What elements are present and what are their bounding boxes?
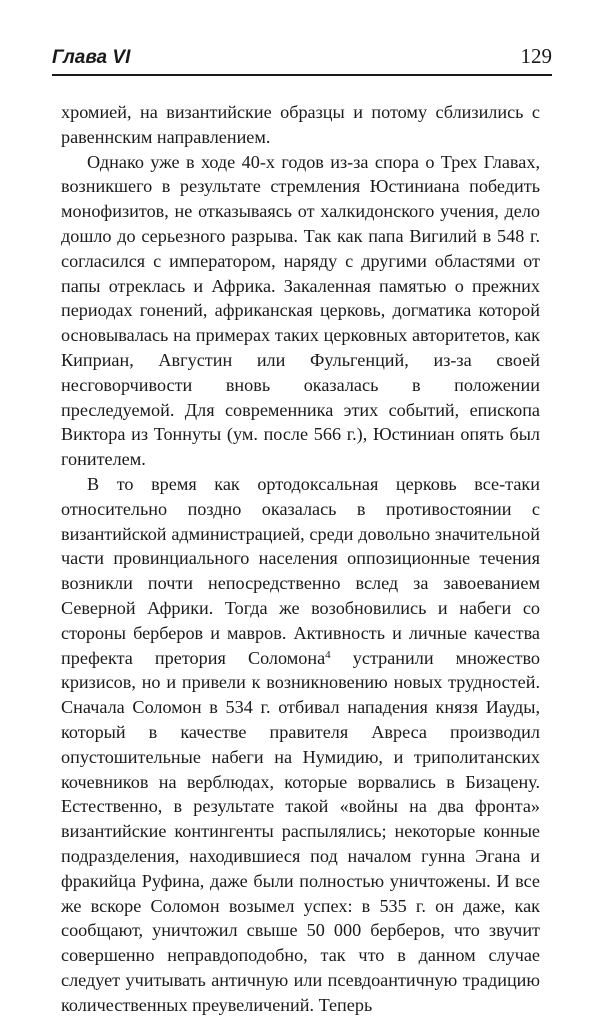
paragraph-continued: хромией, на византийские образцы и потому сблизились с равеннским направлением. <box>61 102 540 147</box>
chapter-title: Глава VI <box>52 47 131 68</box>
footnote-marker[interactable]: 4 <box>325 648 331 661</box>
paragraph-text-before-note: В то время как ортодоксальная церковь все-таки относительно поздно оказалась в противостоянии с византийской администрацией, среди довольно значительной части провинциального населения оппозиционные течения возникли почти непосредственно вслед за завоеванием Северной Африки. Тогда же возобновились и набеги со стороны берберов и мавров. Активность и личные качества префекта претория Соломона <box>61 473 540 668</box>
paragraph-text-after-note: устранили множество кризисов, но и привели к возникновению новых трудностей. Сначала Соломон в 534 г. отбивал нападения князя Иауды, который в качестве правителя Авреса производил опустошительные набеги на Нумидию, и триполитанских кочевников на верблюдах, которые ворвались в Бизацену. Естественно, в результате такой «войны на два фронта» византийские контингенты распылялись; некоторые конные подразделения, находившиеся под началом гунна Эгана и фракийца Руфина, даже были полностью уничтожены. И все же вскоре Соломон возымел успех: в 535 г. он даже, как сообщают, уничтожил свыше 50 000 берберов, что звучит совершенно неправдоподобно, так что в данном случае следует учитывать античную или псевдоантичную традицию количественных преувеличений. Теперь <box>61 647 540 1015</box>
running-header <box>52 42 552 76</box>
paragraph-three-chapters: Однако уже в ходе 40-х годов из-за спора о Трех Главах, возникшего в результате стремления Юстиниана победить монофизитов, не отказываясь от халкидонского учения, дело дошло до серьезного разрыва. Так как папа Вигилий в 548 г. согласился с императором, наряду с другими областями от папы отреклась и Африка. Закаленная памятью о прежних периодах гонений, африканская церковь, догматика которой основывалась на примерах таких церковных авторитетов, как Киприан, Августин или Фульгенций, из-за своей несговорчивости вновь оказалась в положении преследуемой. Для современника этих событий, епископа Виктора из Тоннуты (ум. после 566 г.), Юстиниан опять был гонителем. <box>61 151 540 470</box>
page-number: 129 <box>520 44 552 68</box>
body-text <box>61 100 540 1017</box>
paragraph-solomon <box>61 472 540 1017</box>
